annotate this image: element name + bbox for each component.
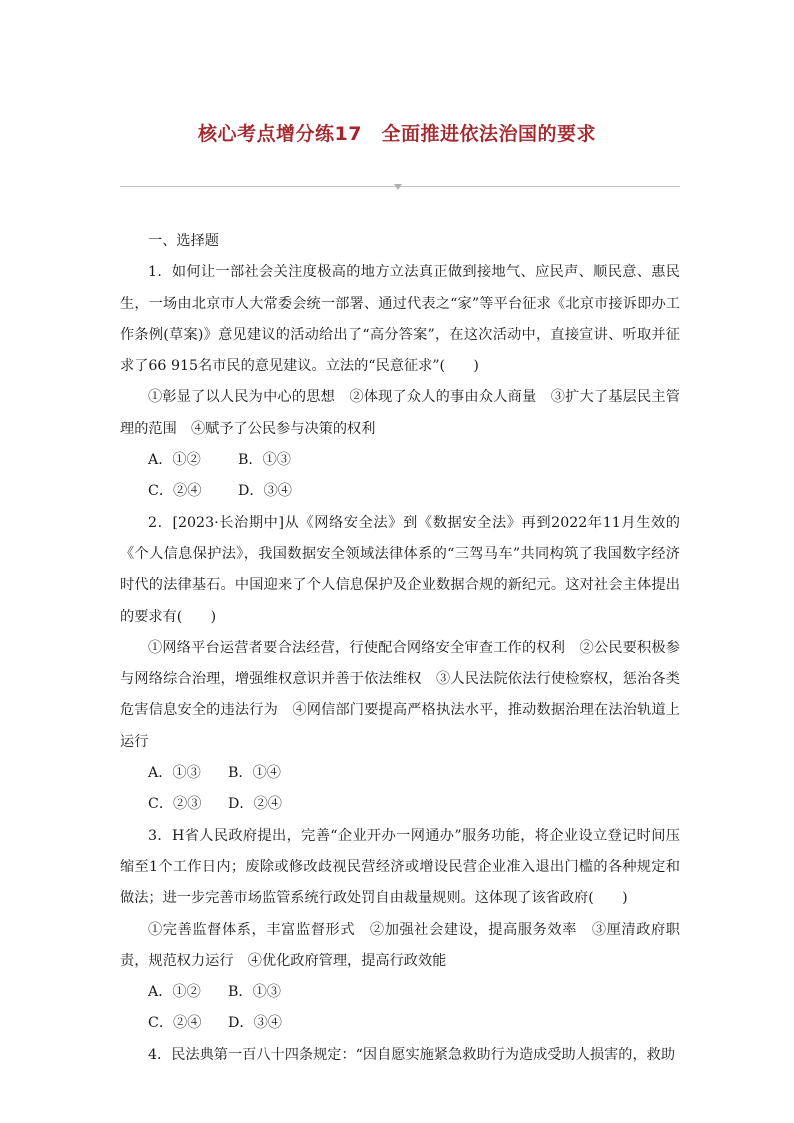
option-c[interactable]: C．②④	[148, 483, 202, 500]
question-3-options-row-1	[120, 977, 680, 1008]
question-1-stem: 1．如何让一部社会关注度极高的地方立法真正做到接地气、应民声、顺民意、惠民生，一场由北京市人大常委会统一部署、通过代表之“家”等平台征求《北京市接诉即办工作条例(草案)》意见建议的活动给出了“高分答案”，在这次活动中，直接宣讲、听取并征求了66 915名市民的意见建议。立法的“民意征求”( )	[120, 264, 680, 375]
question-1-statements: ①彰显了以人民为中心的思想 ②体现了众人的事由众人商量 ③扩大了基层民主管理的范围 ④赋予了公民参与决策的权利	[120, 389, 680, 437]
option-b[interactable]: B．①③	[238, 452, 291, 469]
page-title: 核心考点增分练17 全面推进依法治国的要求	[198, 123, 596, 145]
question-4-stem: 4．民法典第一百八十四条规定：“因自愿实施紧急救助行为造成受助人损害的，救助	[148, 1046, 676, 1063]
option-d[interactable]: D．③④	[238, 483, 292, 500]
option-d[interactable]: D．③④	[228, 1015, 282, 1032]
question-content	[120, 226, 680, 1071]
option-d[interactable]: D．②④	[228, 796, 282, 813]
option-c[interactable]: C．②④	[148, 1015, 202, 1032]
option-b[interactable]: B．①④	[228, 765, 281, 782]
question-2-options-row-1	[120, 758, 680, 789]
question-1-options-row-1	[120, 445, 680, 476]
question-1-options-row-2	[120, 476, 680, 507]
option-c[interactable]: C．②③	[148, 796, 202, 813]
section-heading: 一、选择题	[148, 233, 219, 249]
option-a[interactable]: A．①②	[148, 452, 201, 469]
option-b[interactable]: B．①③	[228, 984, 281, 1001]
option-a[interactable]: A．①②	[148, 984, 201, 1001]
question-3-options-row-2	[120, 1008, 680, 1039]
question-3-statements: ①完善监督体系，丰富监督形式 ②加强社会建设，提高服务效率 ③厘清政府职责，规范权力运行 ④优化政府管理，提高行政效能	[120, 921, 680, 969]
question-2-options-row-2	[120, 789, 680, 820]
question-3-stem: 3．H省人民政府提出，完善“企业开办一网通办”服务功能，将企业设立登记时间压缩至1个工作日内；废除或修改歧视民营经济或增设民营企业准入退出门槛的各种规定和做法；进一步完善市场监管系统行政处罚自由裁量规则。这体现了该省政府( )	[120, 827, 680, 907]
divider-triangle-icon	[394, 184, 402, 190]
question-2-stem: 2．[2023·长治期中]从《网络安全法》到《数据安全法》再到2022年11月生效的《个人信息保护法》，我国数据安全领域法律体系的“三驾马车”共同构筑了我国数字经济时代的法律基石。中国迎来了个人信息保护及企业数据合规的新纪元。这对社会主体提出的要求有( )	[120, 514, 680, 625]
option-a[interactable]: A．①③	[148, 765, 201, 782]
question-2-statements: ①网络平台运营者要合法经营，行使配合网络安全审查工作的权利 ②公民要积极参与网络综合治理，增强维权意识并善于依法维权 ③人民法院依法行使检察权，惩治各类危害信息安全的违法行为 ④网信部门要提高严格执法水平，推动数据治理在法治轨道上运行	[120, 639, 680, 750]
